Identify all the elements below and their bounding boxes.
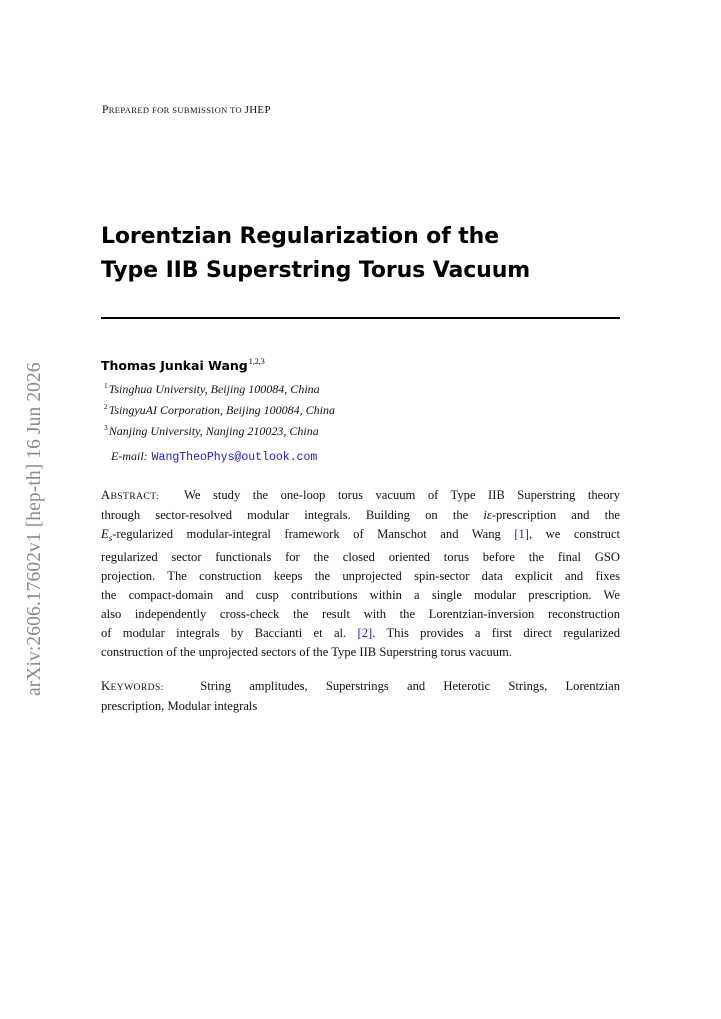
abstract-text: -prescription and the — [491, 508, 620, 522]
citation-link[interactable]: [1] — [514, 527, 529, 541]
journal-note-cap: P — [102, 104, 109, 116]
affiliation-text: TsingyuAI Corporation, Beijing 100084, China — [108, 403, 335, 417]
abstract-heading — [101, 488, 159, 502]
affiliation-mark: 1 — [104, 381, 108, 390]
keywords — [101, 677, 620, 716]
title-line-1: Lorentzian Regularization of the — [101, 224, 500, 249]
keywords-line-1 — [101, 677, 620, 697]
abstract-text: through sector-resolved modular integrals. Building on the — [101, 508, 484, 522]
abstract-heading-cap: A — [101, 488, 111, 502]
email-label: E-mail: — [111, 449, 148, 463]
keywords-heading-cap: K — [101, 679, 111, 693]
arxiv-identifier: arXiv:2606.17602v1 [hep-th] 16 Jun 2026 — [24, 362, 45, 696]
keywords-heading — [101, 679, 164, 693]
citation-link[interactable]: [2] — [357, 626, 373, 640]
abstract-line-5: projection. The construction keeps the unprojected spin-sector data explicit and fixes — [101, 569, 620, 583]
affiliation-2 — [104, 402, 335, 418]
affiliation-1 — [104, 381, 320, 397]
abstract-text: of modular integrals by Baccianti et al. — [101, 626, 358, 640]
affiliation-3 — [104, 423, 319, 439]
abstract-text: We study the one-loop torus vacuum of Type IIB Superstring theory — [184, 488, 620, 502]
abstract-line-1 — [101, 486, 620, 506]
abstract-heading-rest: BSTRACT: — [110, 491, 160, 502]
abstract-line-7: also independently cross-check the result with the Lorentzian-inversion reconstruction — [101, 607, 620, 621]
affiliation-text: Tsinghua University, Beijing 100084, China — [108, 382, 320, 396]
author-affiliation-marks: 1,2,3 — [248, 357, 265, 366]
abstract — [101, 486, 620, 662]
affiliation-text: Nanjing University, Nanjing 210023, China — [108, 424, 319, 438]
abstract-line-9: construction of the unprojected sectors of the Type IIB Superstring torus vacuum. — [101, 645, 512, 659]
abstract-text: . This provides a first direct regularized — [372, 626, 620, 640]
keywords-text: String amplitudes, Superstrings and Heterotic Strings, Lorentzian — [200, 679, 621, 693]
affiliation-mark: 3 — [104, 423, 108, 432]
arxiv-sidebar-stamp — [20, 296, 50, 696]
abstract-text: , we construct — [529, 527, 620, 541]
math-symbol: iε — [483, 508, 492, 522]
title-line-2: Type IIB Superstring Torus Vacuum — [101, 258, 531, 283]
affiliation-mark: 2 — [104, 402, 108, 411]
journal-name: JHEP — [244, 104, 271, 116]
author-name: Thomas Junkai Wang — [101, 358, 248, 373]
math-subscript: s — [108, 533, 113, 543]
abstract-text: -regularized modular-integral framework of Manschot and Wang — [112, 527, 515, 541]
abstract-line-3 — [101, 525, 620, 548]
journal-note-prefix: REPARED FOR SUBMISSION TO — [108, 105, 245, 115]
email-line — [111, 449, 317, 464]
title-divider — [101, 317, 620, 319]
math-symbol: E — [101, 527, 109, 541]
journal-submission-note — [102, 104, 271, 116]
abstract-line-2 — [101, 506, 620, 525]
keywords-line-2: prescription, Modular integrals — [101, 699, 258, 713]
abstract-line-8 — [101, 624, 620, 643]
paper-title — [101, 220, 641, 288]
abstract-line-6: the compact-domain and cusp contributions within a single modular prescription. We — [101, 588, 620, 602]
keywords-heading-rest: EYWORDS: — [110, 682, 164, 693]
author-line — [101, 357, 265, 373]
email-link[interactable]: WangTheoPhys@outlook.com — [151, 451, 318, 464]
abstract-line-4: regularized sector functionals for the closed oriented torus before the final GSO — [101, 550, 620, 564]
